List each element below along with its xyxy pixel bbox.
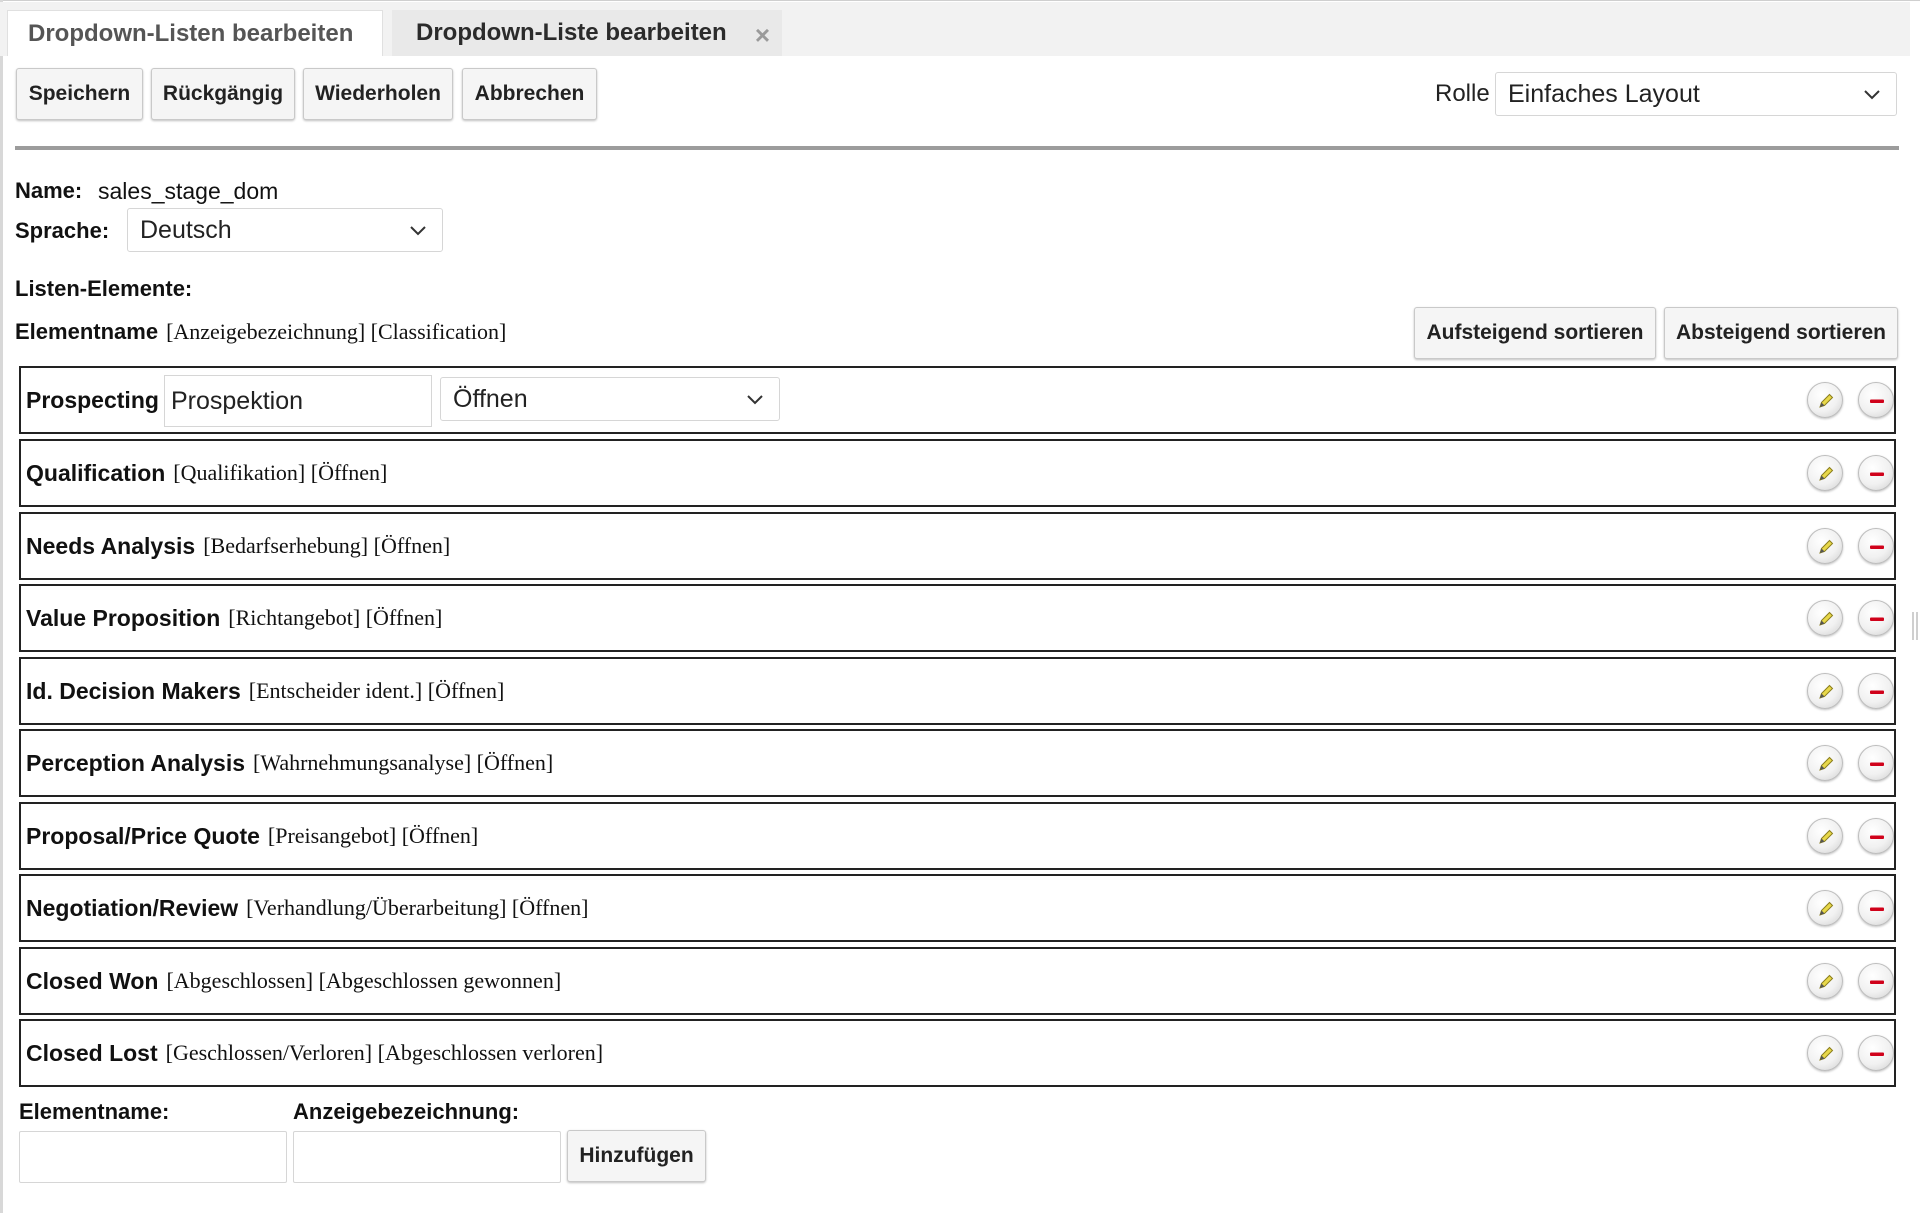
column-header-rest: [Anzeigebezeichnung] [Classification] — [166, 319, 507, 344]
edit-button[interactable] — [1807, 673, 1843, 709]
display-label-input[interactable] — [164, 375, 432, 427]
pencil-icon — [1815, 390, 1837, 412]
cancel-button[interactable]: Abbrechen — [462, 68, 597, 120]
resize-handle[interactable] — [1912, 612, 1918, 640]
remove-button[interactable] — [1858, 963, 1894, 999]
list-item-detail: [Richtangebot] [Öffnen] — [228, 605, 443, 630]
remove-button[interactable] — [1858, 890, 1894, 926]
list-item-name: Prospecting — [26, 386, 159, 413]
column-header — [15, 319, 506, 345]
pencil-icon — [1815, 971, 1837, 993]
pencil-icon — [1815, 753, 1837, 775]
list-item-editing[interactable] — [19, 366, 1896, 434]
language-label: Sprache: — [15, 218, 110, 243]
remove-button[interactable] — [1858, 528, 1894, 564]
classification-select-value: Öffnen — [453, 384, 528, 413]
minus-circle-icon — [1866, 826, 1888, 848]
top-border — [0, 0, 1920, 1]
list-item-name: Value Proposition — [26, 604, 221, 631]
name-value: sales_stage_dom — [98, 178, 279, 204]
list-item-name: Proposal/Price Quote — [26, 822, 260, 849]
list-item-name: Needs Analysis — [26, 532, 196, 559]
remove-button[interactable] — [1858, 673, 1894, 709]
minus-circle-icon — [1866, 971, 1888, 993]
chevron-down-icon — [408, 220, 428, 240]
list-item — [19, 657, 1896, 725]
pencil-icon — [1815, 463, 1837, 485]
list-item-detail: [Geschlossen/Verloren] [Abgeschlossen verloren] — [165, 1040, 604, 1065]
language-select-value: Deutsch — [140, 215, 232, 244]
column-header-name: Elementname — [15, 319, 159, 344]
chevron-down-icon — [1862, 84, 1882, 104]
language-select[interactable] — [127, 208, 443, 252]
role-select-value: Einfaches Layout — [1508, 79, 1700, 108]
list-item-detail: [Qualifikation] [Öffnen] — [173, 460, 388, 485]
list-item-detail: [Preisangebot] [Öffnen] — [267, 823, 479, 848]
undo-button[interactable]: Rückgängig — [151, 68, 295, 120]
edit-button[interactable] — [1807, 745, 1843, 781]
new-display-label-input[interactable] — [293, 1131, 561, 1183]
tab-dropdown-lists[interactable] — [7, 10, 383, 56]
edit-button[interactable] — [1807, 818, 1843, 854]
edit-button[interactable] — [1807, 890, 1843, 926]
new-element-name-input[interactable] — [19, 1131, 287, 1183]
list-elements-label: Listen-Elemente: — [15, 276, 193, 301]
edit-button[interactable] — [1807, 963, 1843, 999]
chevron-down-icon — [745, 389, 765, 409]
pencil-icon — [1815, 1043, 1837, 1065]
list-item — [19, 947, 1896, 1015]
list-item — [19, 439, 1896, 507]
tab-edit-dropdown-list[interactable] — [392, 10, 782, 56]
list-item-name: Qualification — [26, 459, 166, 486]
edit-button[interactable] — [1807, 1035, 1843, 1071]
remove-button[interactable] — [1858, 600, 1894, 636]
list-item — [19, 729, 1896, 797]
list-item-name: Id. Decision Makers — [26, 677, 241, 704]
name-label: Name: — [15, 178, 83, 203]
minus-circle-icon — [1866, 898, 1888, 920]
list-item-detail: [Abgeschlossen] [Abgeschlossen gewonnen] — [166, 968, 562, 993]
pencil-icon — [1815, 826, 1837, 848]
remove-button[interactable] — [1858, 1035, 1894, 1071]
save-button[interactable]: Speichern — [16, 68, 143, 120]
role-select[interactable] — [1495, 72, 1897, 116]
list-item-detail: [Wahrnehmungsanalyse] [Öffnen] — [253, 750, 554, 775]
list-item-name: Perception Analysis — [26, 749, 246, 776]
list-item — [19, 584, 1896, 652]
edit-button[interactable] — [1807, 528, 1843, 564]
remove-button[interactable] — [1858, 818, 1894, 854]
minus-circle-icon — [1866, 1043, 1888, 1065]
display-label-input-value: Prospektion — [171, 386, 304, 415]
remove-button[interactable] — [1858, 455, 1894, 491]
remove-button[interactable] — [1858, 382, 1894, 418]
toolbar-divider — [15, 146, 1899, 150]
list-item-name: Closed Won — [26, 967, 159, 994]
left-border — [0, 0, 3, 1213]
role-label: Rolle — [1435, 80, 1490, 107]
minus-circle-icon — [1866, 463, 1888, 485]
list-item — [19, 1019, 1896, 1087]
edit-button[interactable] — [1807, 600, 1843, 636]
minus-circle-icon — [1866, 536, 1888, 558]
redo-button[interactable]: Wiederholen — [303, 68, 453, 120]
edit-button[interactable] — [1807, 455, 1843, 491]
classification-select[interactable] — [440, 377, 780, 421]
minus-circle-icon — [1866, 681, 1888, 703]
add-button[interactable]: Hinzufügen — [567, 1130, 706, 1182]
list-item-detail: [Bedarfserhebung] [Öffnen] — [203, 533, 451, 558]
pencil-icon — [1815, 898, 1837, 920]
new-display-label-label: Anzeigebezeichnung: — [293, 1099, 520, 1124]
tab-label: Dropdown-Liste bearbeiten — [416, 19, 727, 46]
list-item — [19, 512, 1896, 580]
minus-circle-icon — [1866, 753, 1888, 775]
list-item — [19, 874, 1896, 942]
list-item-detail: [Verhandlung/Überarbeitung] [Öffnen] — [246, 895, 589, 920]
pencil-icon — [1815, 536, 1837, 558]
remove-button[interactable] — [1858, 745, 1894, 781]
list-item-detail: [Entscheider ident.] [Öffnen] — [248, 678, 505, 703]
minus-circle-icon — [1866, 608, 1888, 630]
minus-circle-icon — [1866, 390, 1888, 412]
list-item — [19, 802, 1896, 870]
pencil-icon — [1815, 681, 1837, 703]
edit-button[interactable] — [1807, 382, 1843, 418]
close-icon[interactable]: × — [754, 20, 770, 50]
list-item-name: Negotiation/Review — [26, 894, 239, 921]
new-element-name-label: Elementname: — [19, 1099, 170, 1124]
sort-descending-button[interactable]: Absteigend sortieren — [1664, 307, 1898, 359]
tab-bar — [0, 2, 1910, 56]
list-item-name: Closed Lost — [26, 1039, 158, 1066]
tab-label: Dropdown-Listen bearbeiten — [28, 19, 354, 47]
pencil-icon — [1815, 608, 1837, 630]
sort-ascending-button[interactable]: Aufsteigend sortieren — [1414, 307, 1656, 359]
